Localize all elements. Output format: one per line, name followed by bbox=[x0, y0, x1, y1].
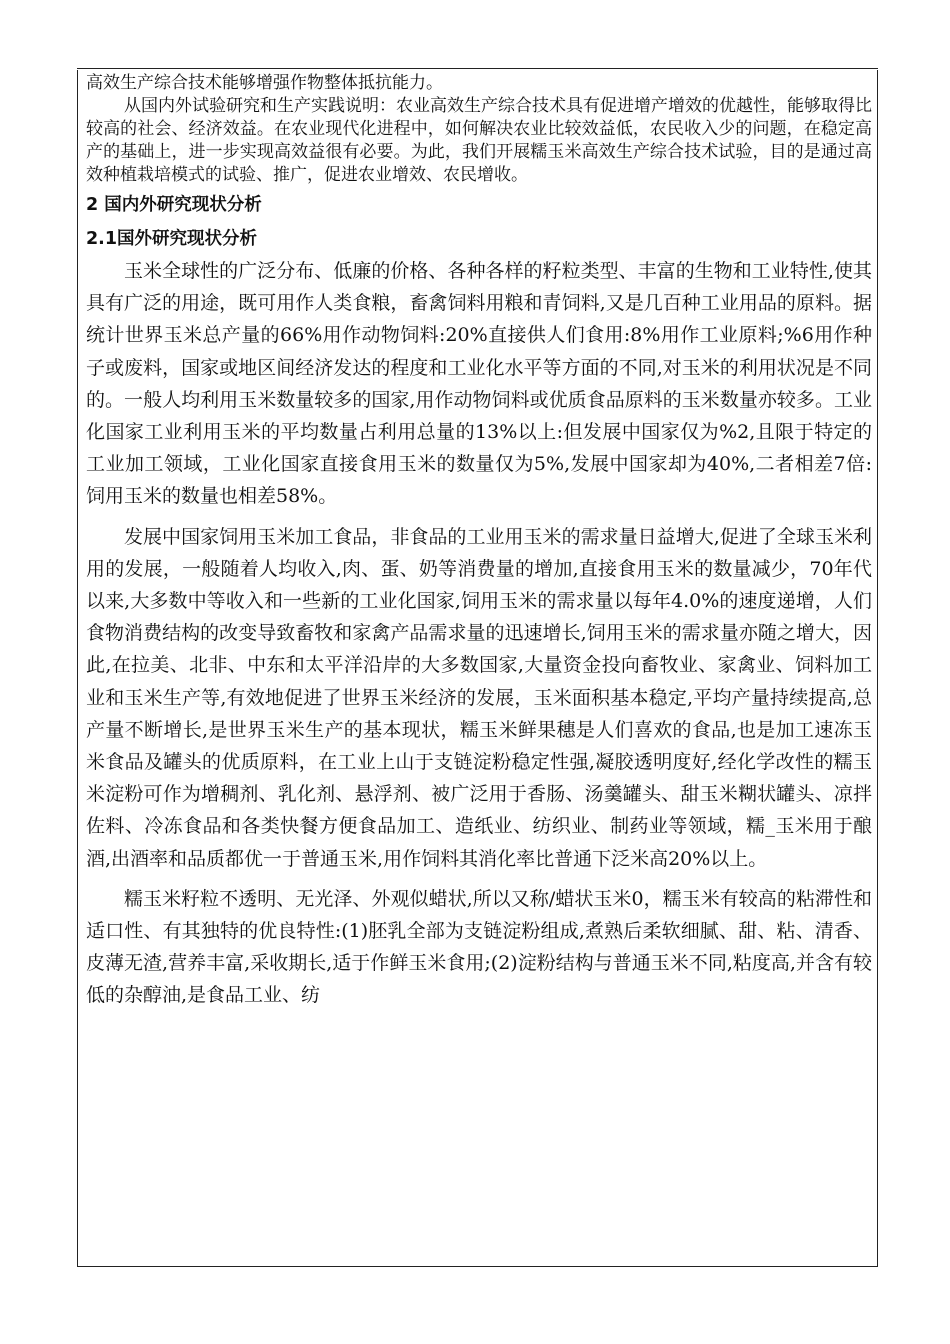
paragraph-waxy-corn: 糯玉米籽粒不透明、无光泽、外观似蜡状,所以又称/蜡状玉米0，糯玉米有较高的粘滞性和适口性、有其独特的优良特性:(1)胚乳全部为支链淀粉组成,煮熟后柔软细腻、甜、粘、清香、皮薄无渣,营养丰富,采收期长,适于作鲜玉米食用;(2)淀粉结构与普通玉米不同,粘度高,并含有较低的杂醇油,是食品工业、纺 bbox=[86, 887, 872, 1007]
paragraph-global-use: 玉米全球性的广泛分布、低廉的价格、各种各样的籽粒类型、丰富的生物和工业特性,使其具有广泛的用途，既可用作人类食粮，畜禽饲料用粮和青饲料,又是几百种工业用品的原料。据统计世界玉米总产量的66%用作动物饲料:20%直接供人们食用:8%用作工业原料;%6用作种子或废料，国家或地区间经济发达的程度和工业化水平等方面的不同,对玉米的利用状况是不同的。一般人均利用玉米数量较多的国家,用作动物饲料或优质食品原料的玉米数量亦较多。工业化国家工业利用玉米的平均数量占利用总量的13%以上:但发展中国家仅为%2,且限于特定的工业加工领域，工业化国家直接食用玉米的数量仅为5%,发展中国家却为40%,二者相差7倍:饲用玉米的数量也相差58%。 bbox=[86, 260, 872, 508]
paragraph-continuation: 高效生产综合技术能够增强作物整体抵抗能力。 bbox=[86, 73, 443, 93]
document-body bbox=[86, 72, 872, 1012]
section-heading: 2 国内外研究现状分析 bbox=[86, 195, 262, 215]
paragraph-intro: 从国内外试验研究和生产实践说明：农业高效生产综合技术具有促进增产增效的优越性，能够取得比较高的社会、经济效益。在农业现代化进程中，如何解决农业比较效益低，农民收入少的问题，在稳定高产的基础上，进一步实现高效益很有必要。为此，我们开展糯玉米高效生产综合技术试验，目的是通过高效种植栽培模式的试验、推广，促进农业增效、农民增收。 bbox=[86, 96, 872, 185]
subsection-heading: 2.1国外研究现状分析 bbox=[86, 229, 258, 249]
paragraph-developing-countries: 发展中国家饲用玉米加工食品，非食品的工业用玉米的需求量日益增大,促进了全球玉米利用的发展，一般随着人均收入,肉、蛋、奶等消费量的增加,直接食用玉米的数量减少，70年代以来,大多数中等收入和一些新的工业化国家,饲用玉米的需求量以每年4.0%的速度递增，人们食物消费结构的改变导致畜牧和家禽产品需求量的迅速增长,饲用玉米的需求量亦随之增大，因此,在拉美、北非、中东和太平洋沿岸的大多数国家,大量资金投向畜牧业、家禽业、饲料加工业和玉米生产等,有效地促进了世界玉米经济的发展，玉米面积基本稳定,平均产量持续提高,总产量不断增长,是世界玉米生产的基本现状，糯玉米鲜果穗是人们喜欢的食品,也是加工速冻玉米食品及罐头的优质原料，在工业上山于支链淀粉稳定性强,凝胶透明度好,经化学改性的糯玉米淀粉可作为增稠剂、乳化剂、悬浮剂、被广泛用于香肠、汤羹罐头、甜玉米糊状罐头、凉拌佐料、冷冻食品和各类快餐方便食品加工、造纸业、纺织业、制药业等领域，糯_玉米用于酿酒,出酒率和品质都优一于普通玉米,用作饲料其消化率比普通下泛米高20%以上。 bbox=[86, 525, 872, 870]
table-top-border bbox=[77, 68, 878, 69]
